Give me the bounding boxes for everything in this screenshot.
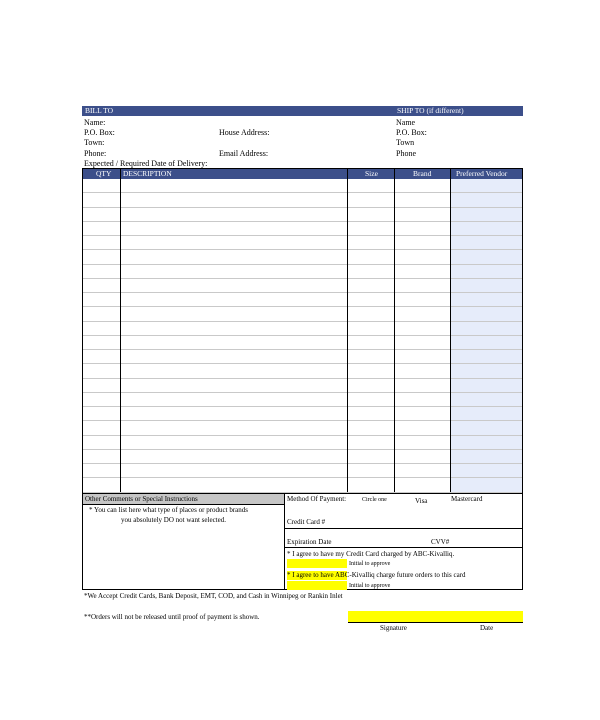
table-row[interactable] [83, 350, 522, 364]
visa-option[interactable]: Visa [415, 497, 428, 505]
table-row[interactable] [83, 193, 522, 207]
bill-po-box-label: P.O. Box: [84, 128, 115, 137]
table-header [83, 169, 522, 179]
initial-approve-field-1[interactable] [287, 559, 347, 568]
table-row[interactable] [83, 236, 522, 250]
ship-town-label: Town [396, 138, 415, 147]
agree-future-text: * I agree to have ABC-Kivalliq charge future orders to this card [287, 571, 466, 579]
initial-approve-label-1: Initial to approve [349, 561, 391, 567]
table-row[interactable] [83, 322, 522, 336]
ship-po-box-label: P.O. Box: [396, 128, 427, 137]
payment-box [285, 493, 523, 590]
col-size: Size [365, 169, 378, 178]
table-row[interactable] [83, 450, 522, 464]
ship-name-label: Name [396, 118, 416, 127]
circle-one-label: Circle one [362, 497, 387, 503]
ship-phone-label: Phone [396, 149, 416, 158]
col-divider [120, 169, 121, 492]
agree-charge-text: * I agree to have my Credit Card charged by ABC-Kivalliq. [287, 550, 455, 558]
comments-box [82, 493, 285, 590]
comments-header [83, 494, 284, 505]
signature-line [348, 622, 523, 623]
signature-label: Signature [380, 624, 407, 632]
table-row[interactable] [83, 407, 522, 421]
cvv-label: CVV# [431, 538, 450, 546]
mastercard-option[interactable]: Mastercard [451, 495, 483, 503]
col-divider [347, 169, 348, 492]
house-address-label: House Address: [219, 128, 270, 137]
table-rows [83, 179, 522, 492]
delivery-date-label: Expected / Required Date of Delivery: [84, 159, 208, 168]
table-row[interactable] [83, 222, 522, 236]
date-label: Date [480, 624, 494, 632]
table-row[interactable] [83, 179, 522, 193]
credit-card-label: Credit Card # [287, 518, 326, 526]
comments-line-1: * You can list here what type of places or product brands [89, 506, 249, 514]
table-row[interactable] [83, 364, 522, 378]
col-qty: QTY [96, 169, 112, 178]
table-row[interactable] [83, 464, 522, 478]
col-brand: Brand [413, 169, 432, 178]
comments-line-2: you absolutely DO not want selected. [121, 516, 226, 524]
table-row[interactable] [83, 421, 522, 435]
ship-to-heading: SHIP TO (if different) [397, 106, 464, 115]
bill-name-label: Name: [84, 118, 106, 127]
table-row[interactable] [83, 393, 522, 407]
initial-approve-label-2: Initial to approve [349, 583, 391, 589]
bill-phone-label: Phone: [84, 149, 107, 158]
col-description: DESCRIPTION [123, 169, 172, 178]
signature-field[interactable] [348, 611, 523, 622]
bill-to-heading: BILL TO [85, 106, 113, 115]
table-row[interactable] [83, 379, 522, 393]
expiration-label: Expiration Date [287, 538, 332, 546]
table-row[interactable] [83, 265, 522, 279]
order-items-table [82, 168, 523, 493]
table-row[interactable] [83, 307, 522, 321]
col-divider [394, 169, 395, 492]
table-row[interactable] [83, 250, 522, 264]
table-row[interactable] [83, 279, 522, 293]
comments-title: Other Comments or Special Instructions [85, 495, 198, 503]
credit-card-divider [285, 528, 522, 529]
table-row[interactable] [83, 336, 522, 350]
expiration-divider [285, 547, 522, 548]
col-divider [450, 169, 451, 492]
payment-method-label: Method Of Payment: [287, 495, 347, 503]
table-row[interactable] [83, 478, 522, 492]
address-header-bar [82, 106, 523, 116]
table-row[interactable] [83, 208, 522, 222]
release-note: **Orders will not be released until proof of payment is shown. [84, 613, 260, 621]
table-row[interactable] [83, 293, 522, 307]
initial-approve-field-2[interactable] [287, 581, 347, 590]
bill-town-label: Town: [84, 138, 105, 147]
col-preferred-vendor: Preferred Vendor [456, 169, 508, 178]
table-row[interactable] [83, 436, 522, 450]
accept-payments-note: *We Accept Credit Cards, Bank Deposit, EMT, COD, and Cash in Winnipeg or Rankin Inlet [84, 592, 343, 600]
email-address-label: Email Address: [219, 149, 269, 158]
